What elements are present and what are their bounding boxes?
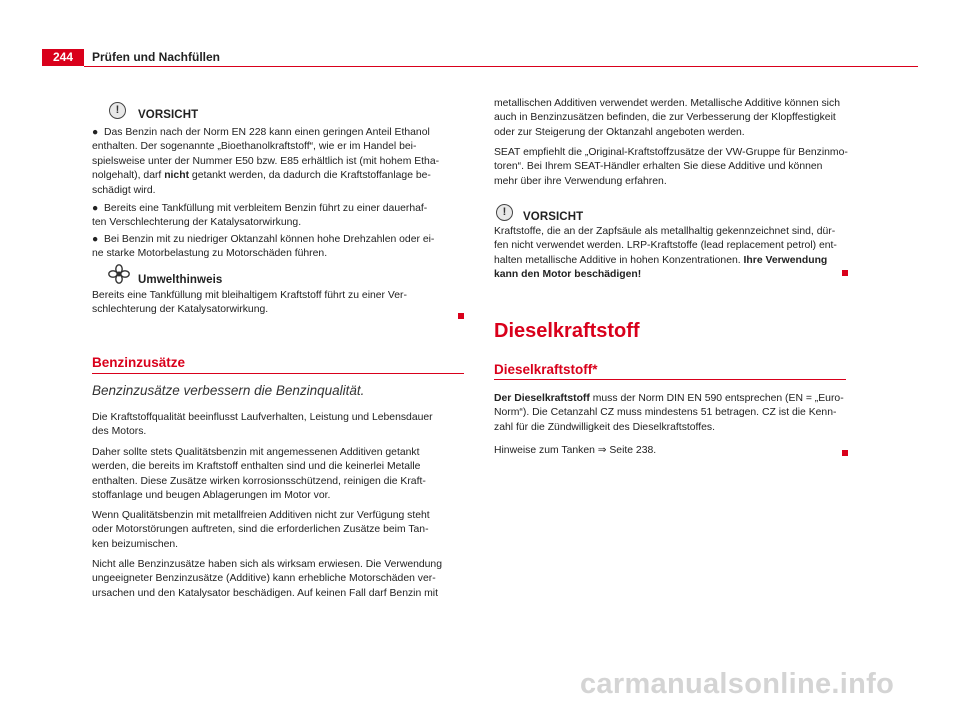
environment-text: Bereits eine Tankfüllung mit bleihaltigem Kraftstoff führt zu einer Ver- schlechterung der Katalysatorwirkung. xyxy=(92,290,407,316)
section-heading-benzinzusaetze: Benzinzusätze xyxy=(92,355,186,370)
header-rule xyxy=(84,66,918,67)
bullet-icon: ● xyxy=(92,234,99,245)
end-marker xyxy=(842,450,848,456)
paragraph-4: Nicht alle Benzinzusätze haben sich als wirksam erwiesen. Die Verwendung ungeeigneter Benzinzusätze (Additive) kann erhebliche Motorschäden ver- ursachen und den Katalysator beschädigen. Auf keinen Fall darf Benzin mit xyxy=(92,559,442,599)
paragraph-1: Die Kraftstoffqualität beeinflusst Laufverhalten, Leistung und Lebensdauer des Motors. xyxy=(92,412,433,438)
page-number: 244 xyxy=(52,50,74,64)
chapter-title: Dieselkraftstoff xyxy=(494,320,640,342)
watermark: carmanualsonline.info xyxy=(580,668,895,700)
end-marker xyxy=(842,270,848,276)
page-number-box xyxy=(42,49,84,66)
end-marker xyxy=(458,313,464,319)
header-title: Prüfen und Nachfüllen xyxy=(92,50,221,64)
diesel-paragraph: Der Dieselkraftstoff muss der Norm DIN EN 590 entsprechen (EN = „Euro- Norm“). Die Cetanzahl CZ muss mindestens 51 betragen. CZ ist die Kenn- zahl für die Zündwilligkeit des Dieselkraftstoffes. xyxy=(494,393,844,433)
bullet-icon: ● xyxy=(92,203,99,214)
paragraph-3: Wenn Qualitätsbenzin mit metallfreien Additiven nicht zur Verfügung steht oder Motorstörungen auftreten, sind die erforderlichen Zusätze beim Tan- ken beizumischen. xyxy=(92,510,430,550)
caution-text: Kraftstoffe, die an der Zapfsäule als metallhaltig gekennzeichnet sind, dür- fen nicht verwendet werden. LRP-Kraftstoffe (lead replacement petrol) ent- halten metallische Additive in hohen Konzentrationen. Ihre Verwendung kann den Motor beschädigen! xyxy=(494,226,837,281)
section-subtitle: Benzinzusätze verbessern die Benzinqualität. xyxy=(92,383,365,398)
page-link[interactable]: Hinweise zum Tanken ⇒ Seite 238. xyxy=(494,445,657,456)
caution-label: VORSICHT xyxy=(523,211,584,223)
warning-icon xyxy=(496,204,513,221)
caution-bullet-2: ● Bereits eine Tankfüllung mit verbleitem Benzin führt zu einer dauerhaf- ten Verschlechterung der Katalysatorwirkung. xyxy=(92,203,428,229)
caution-bullet-3: ● Bei Benzin mit zu niedriger Oktanzahl können hohe Drehzahlen oder ei- ne starke Motorbelastung zu Motorschäden führen. xyxy=(92,234,435,260)
refuel-reference xyxy=(494,444,866,458)
right-paragraph-2: SEAT empfiehlt die „Original-Kraftstoffzusätze der VW-Gruppe für Benzinmo- toren“. Bei Ihrem SEAT-Händler erhalten Sie diese Additive und können mehr über ihre Verwendung erfahren. xyxy=(494,147,848,187)
warning-icon xyxy=(109,102,126,119)
section-heading-diesel: Dieselkraftstoff* xyxy=(494,362,598,377)
section-rule xyxy=(494,379,846,380)
paragraph-2: Daher sollte stets Qualitätsbenzin mit angemessenen Additiven getankt werden, die bereits im Kraftstoff enthalten sind und die keinerlei Metalle enthalten. Diese Zusätze wirken korrosionsschützend, reinigen die Kraft- stoffanlage und beugen Ablagerungen im Motor vor. xyxy=(92,447,426,502)
bullet-icon: ● xyxy=(92,127,99,138)
environment-label: Umwelthinweis xyxy=(138,274,223,286)
caution-bullet-1: ● Das Benzin nach der Norm EN 228 kann einen geringen Anteil Ethanol enthalten. Der sogenannte „Bioethanolkraftstoff“, wie er im Handel bei- spielsweise unter der Nummer E50 bzw. E85 erhältlich ist (mit hohem Etha- nolgehalt), darf nicht getankt werden, da dadurch die Kraftstoffanlage be- schädigt wird. xyxy=(92,127,440,196)
caution-label: VORSICHT xyxy=(138,109,199,121)
right-paragraph-1: metallischen Additiven verwendet werden. Metallische Additive können sich auch in Benzinzusätzen befinden, die zur Verbesserung der Klopffestigkeit oder zur Steigerung der Oktanzahl angeboten werden. xyxy=(494,98,840,138)
section-rule xyxy=(92,373,464,374)
flower-icon xyxy=(108,264,130,284)
